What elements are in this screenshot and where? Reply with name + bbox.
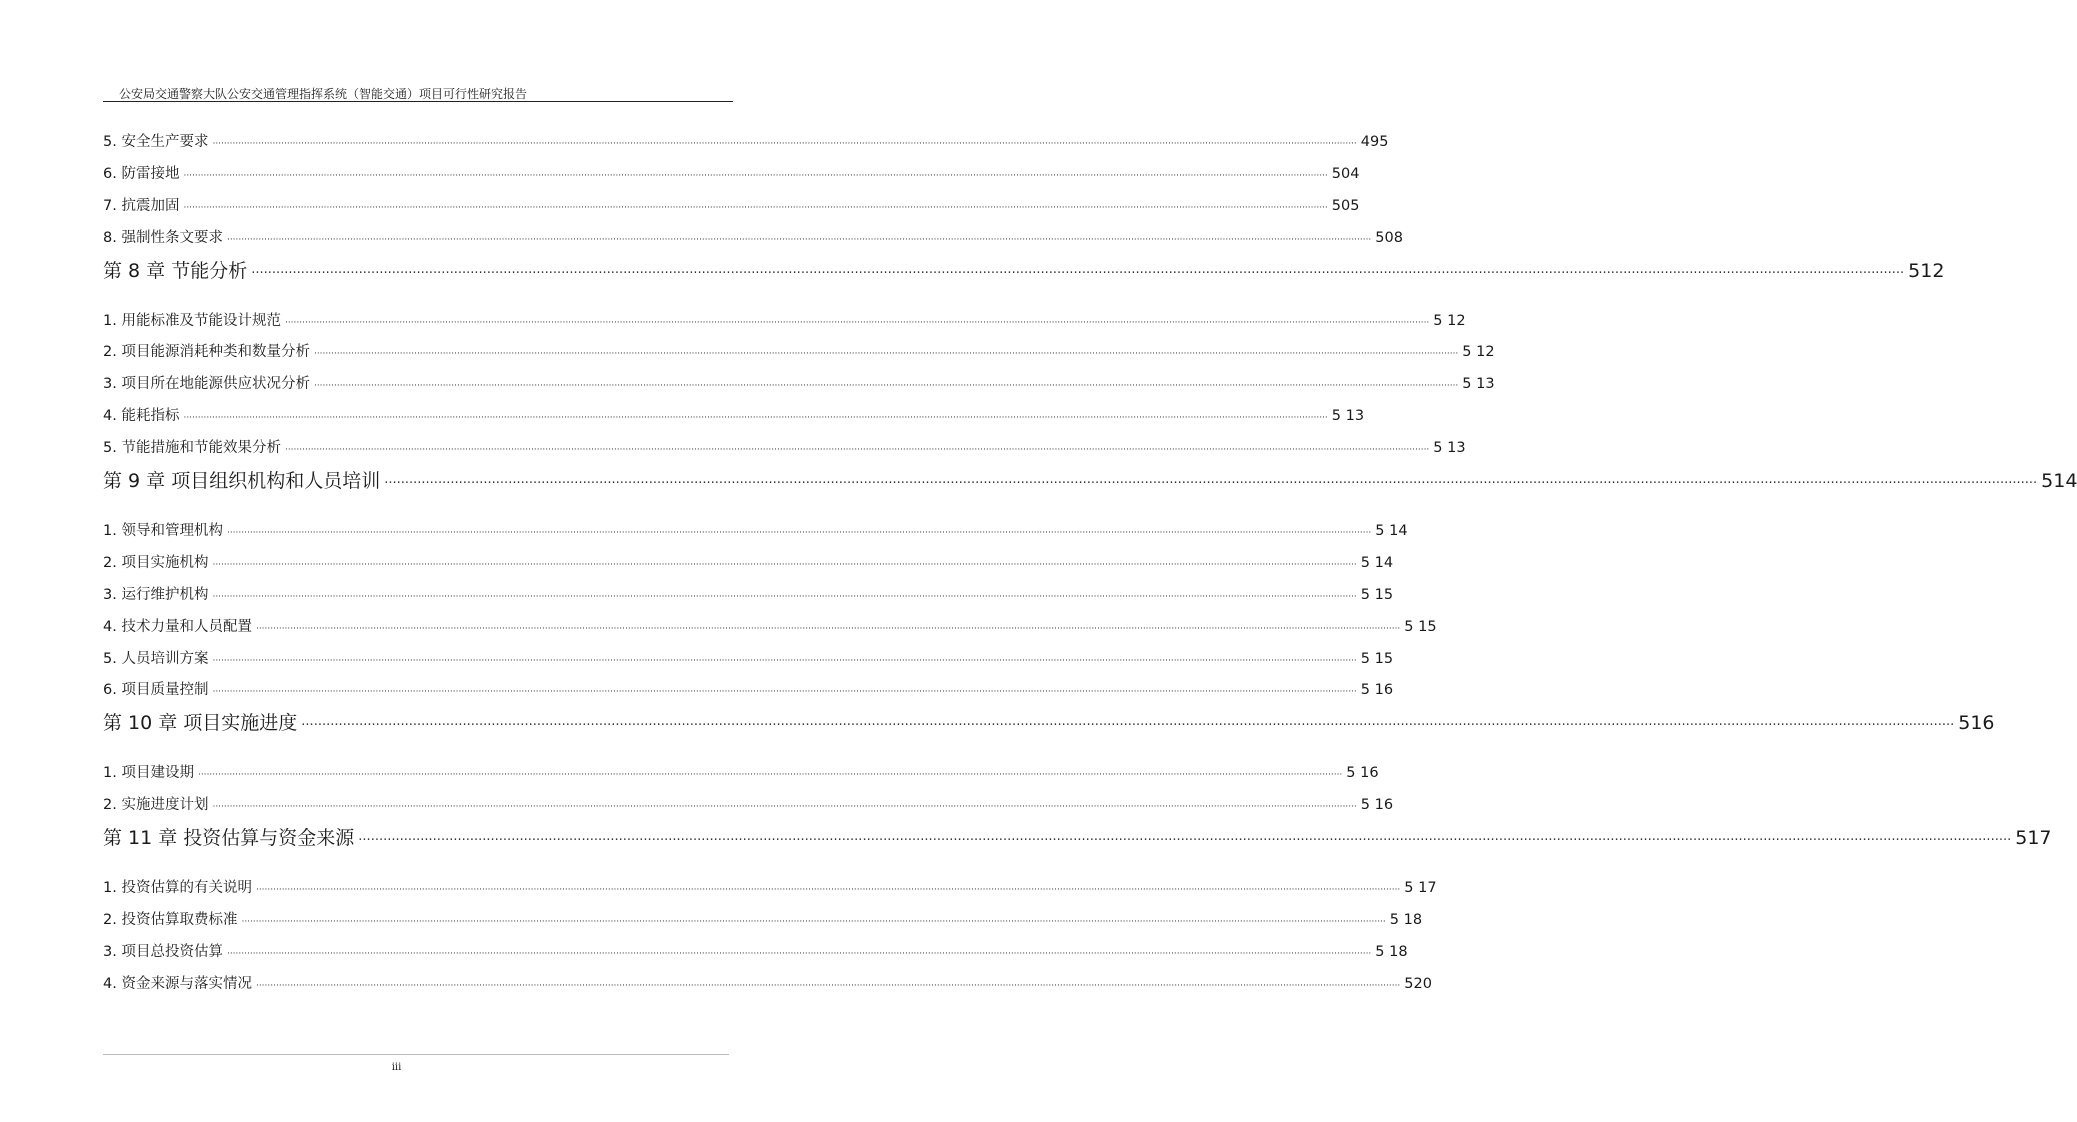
toc-entry[interactable] (103, 580, 1394, 612)
toc-entry[interactable] (103, 433, 1466, 465)
toc-leader-dots: ················································································································································································································································································································································································································ (226, 948, 1372, 959)
table-of-contents (103, 127, 2077, 1001)
toc-leader-dots: ················································································································································································································································································································································································································ (384, 476, 2038, 492)
toc-page-number: 5 16 (1346, 765, 1379, 782)
toc-entry-title: 6. 项目质量控制 (103, 682, 209, 699)
toc-leader-dots: ················································································································································································································································································································································································································ (313, 381, 1459, 392)
toc-entry-title: 4. 能耗指标 (103, 408, 180, 425)
toc-entry-title: 5. 安全生产要求 (103, 134, 209, 150)
toc-entry[interactable] (103, 191, 1360, 223)
toc-chapter-entry[interactable] (103, 255, 1945, 288)
toc-leader-dots: ················································································································································································································································································································································································································ (251, 265, 1905, 281)
toc-entry-title: 1. 用能标准及节能设计规范 (103, 312, 281, 329)
toc-leader-dots: ················································································································································································································································································································································································································ (226, 234, 1372, 245)
toc-leader-dots: ················································································································································································································································································································································································································ (241, 917, 1386, 928)
toc-entry[interactable] (103, 758, 1379, 790)
toc-entry[interactable] (103, 516, 1408, 548)
toc-leader-dots: ················································································································································································································································································································································································································ (212, 687, 1357, 698)
toc-entry-title: 1. 项目建设期 (103, 765, 194, 782)
toc-entry-title: 1. 领导和管理机构 (103, 523, 223, 540)
toc-leader-dots: ················································································································································································································································································································································································································ (197, 770, 1343, 781)
toc-page-number: 505 (1331, 197, 1360, 214)
toc-page-number: 5 16 (1360, 682, 1394, 699)
toc-leader-dots: ················································································································································································································································································································································································································ (255, 623, 1401, 634)
toc-chapter-entry[interactable] (103, 822, 2052, 855)
toc-chapter-title: 第 11 章 投资估算与资金来源 (103, 827, 355, 850)
toc-page-number: 512 (1908, 259, 1945, 282)
header-title: 公安局交通警察大队公安交通管理指挥系统（智能交通）项目可行性研究报告 (119, 87, 528, 101)
toc-leader-dots: ················································································································································································································································································································································································································ (284, 317, 1430, 328)
toc-entry-title: 3. 项目所在地能源供应状况分析 (103, 376, 310, 393)
header-divider (103, 101, 733, 102)
toc-entry[interactable] (103, 127, 1389, 159)
toc-leader-dots: ················································································································································································································································································································································································································ (255, 885, 1401, 896)
toc-leader-dots: ················································································································································································································································································································································································································ (183, 413, 1328, 424)
toc-entry-title: 7. 抗震加固 (103, 197, 180, 214)
toc-entry[interactable] (103, 873, 1437, 905)
footer-page-number: iii (391, 1062, 402, 1073)
toc-leader-dots: ················································································································································································································································································································································································································ (183, 202, 1328, 213)
toc-page-number: 5 13 (1331, 408, 1365, 425)
toc-page-number: 5 12 (1462, 344, 1495, 361)
toc-entry[interactable] (103, 969, 1432, 1001)
toc-leader-dots: ················································································································································································································································································································································································································ (255, 980, 1401, 991)
toc-entry-title: 2. 项目能源消耗种类和数量分析 (103, 344, 310, 361)
toc-page-number: 504 (1331, 165, 1360, 182)
toc-chapter-title: 第 9 章 项目组织机构和人员培训 (103, 470, 381, 493)
toc-page-number: 5 18 (1389, 912, 1423, 929)
toc-page-number: 5 13 (1433, 440, 1466, 457)
toc-chapter-title: 第 8 章 节能分析 (103, 259, 248, 282)
toc-page-number: 5 15 (1360, 586, 1394, 603)
toc-entry-title: 2. 项目实施机构 (103, 554, 209, 571)
toc-page-number: 516 (1958, 712, 1995, 735)
toc-leader-dots: ················································································································································································································································································································································································································ (313, 349, 1459, 360)
toc-page-number: 508 (1375, 229, 1403, 246)
toc-page-number: 5 17 (1404, 880, 1437, 897)
toc-page-number: 5 14 (1360, 554, 1394, 571)
toc-page-number: 5 13 (1462, 376, 1495, 393)
toc-entry-title: 4. 技术力量和人员配置 (103, 618, 252, 635)
toc-entry[interactable] (103, 337, 1495, 369)
footer-divider (103, 1054, 729, 1055)
toc-chapter-entry[interactable] (103, 465, 2077, 498)
toc-page-number: 5 15 (1404, 618, 1437, 635)
toc-chapter-entry[interactable] (103, 707, 1995, 740)
toc-page-number: 495 (1360, 134, 1389, 150)
toc-entry-title: 8. 强制性条文要求 (103, 229, 223, 246)
toc-entry-title: 5. 人员培训方案 (103, 650, 209, 667)
toc-chapter-title: 第 10 章 项目实施进度 (103, 712, 298, 735)
toc-page-number: 5 15 (1360, 650, 1394, 667)
toc-leader-dots: ················································································································································································································································································································································································································ (358, 833, 2012, 849)
toc-page-number: 514 (2041, 470, 2077, 493)
toc-entry[interactable] (103, 548, 1394, 580)
toc-entry[interactable] (103, 905, 1423, 937)
toc-entry-title: 6. 防雷接地 (103, 165, 180, 182)
toc-page-number: 5 16 (1360, 797, 1394, 814)
toc-entry-title: 5. 节能措施和节能效果分析 (103, 440, 281, 457)
page-header (103, 86, 733, 102)
toc-entry[interactable] (103, 159, 1360, 191)
toc-entry[interactable] (103, 223, 1403, 255)
toc-entry[interactable] (103, 644, 1394, 676)
toc-leader-dots: ················································································································································································································································································································································································································ (212, 139, 1357, 149)
toc-page-number: 5 12 (1433, 312, 1466, 329)
toc-entry-title: 3. 项目总投资估算 (103, 943, 223, 960)
toc-entry[interactable] (103, 612, 1437, 644)
toc-page-number: 517 (2015, 827, 2052, 850)
toc-entry[interactable] (103, 937, 1408, 969)
toc-entry[interactable] (103, 790, 1394, 822)
toc-page-number: 5 18 (1375, 943, 1408, 960)
toc-entry-title: 2. 实施进度计划 (103, 797, 209, 814)
toc-leader-dots: ················································································································································································································································································································································································································ (212, 559, 1357, 570)
toc-entry[interactable] (103, 401, 1365, 433)
toc-leader-dots: ················································································································································································································································································································································································································ (183, 170, 1328, 181)
toc-entry-title: 3. 运行维护机构 (103, 586, 209, 603)
toc-leader-dots: ················································································································································································································································································································································································································ (212, 655, 1357, 666)
toc-leader-dots: ················································································································································································································································································································································································································ (226, 528, 1372, 539)
toc-entry[interactable] (103, 675, 1394, 707)
toc-entry[interactable] (103, 369, 1495, 401)
toc-leader-dots: ················································································································································································································································································································································································································ (284, 445, 1430, 456)
toc-entry-title: 4. 资金来源与落实情况 (103, 975, 252, 992)
toc-page-number: 5 14 (1375, 523, 1408, 540)
toc-leader-dots: ················································································································································································································································································································································································································ (301, 718, 1955, 734)
toc-page-number: 520 (1404, 975, 1432, 992)
toc-entry-title: 1. 投资估算的有关说明 (103, 880, 252, 897)
toc-entry[interactable] (103, 306, 1466, 338)
toc-leader-dots: ················································································································································································································································································································································································································ (212, 591, 1357, 602)
toc-entry-title: 2. 投资估算取费标准 (103, 912, 238, 929)
toc-leader-dots: ················································································································································································································································································································································································································ (212, 802, 1357, 813)
